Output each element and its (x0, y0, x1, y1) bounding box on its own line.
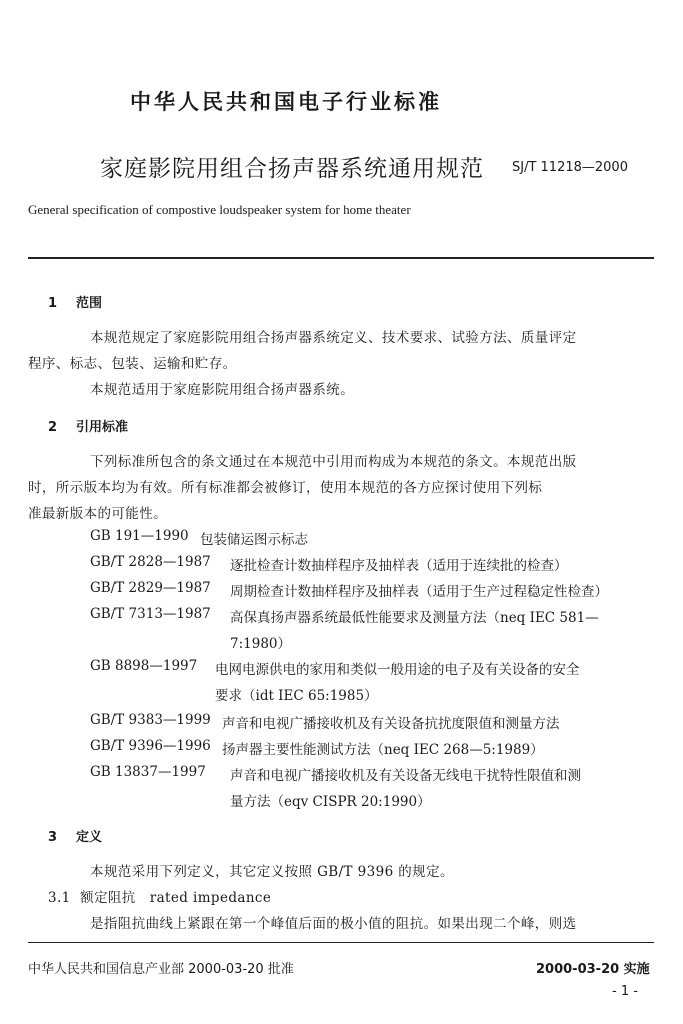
reference-item (90, 580, 650, 600)
title-divider (28, 257, 654, 259)
reference-title: 周期检查计数抽样程序及抽样表（适用于生产过程稳定性检查） (230, 584, 608, 600)
reference-title: 电网电源供电的家用和类似一般用途的电子及有关设备的安全 (215, 662, 580, 678)
reference-title: 逐批检查计数抽样程序及抽样表（适用于连续批的检查） (230, 558, 568, 574)
reference-code: GB/T 9396—1996 (90, 738, 211, 754)
section-title: 定义 (76, 830, 103, 845)
implementation-date: 2000-03-20 实施 (536, 962, 650, 977)
section-1-heading (48, 292, 102, 311)
paragraph-line: 程序、标志、包装、运输和贮存。 (28, 356, 237, 372)
reference-item (90, 606, 650, 652)
reference-item (90, 738, 650, 758)
section-title: 引用标准 (76, 420, 129, 435)
paragraph-line: 准最新版本的可能性。 (28, 506, 167, 522)
paragraph-line: 时，所示版本均为有效。所有标准都会被修订，使用本规范的各方应探讨使用下列标 (28, 480, 543, 496)
paragraph-line: 本规范适用于家庭影院用组合扬声器系统。 (90, 382, 355, 398)
paragraph-line: 是指阻抗曲线上紧跟在第一个峰值后面的极小值的阻抗。如果出现二个峰，则选 (90, 916, 577, 932)
issuing-body-header: 中华人民共和国电子行业标准 (130, 90, 442, 114)
section-3-heading (48, 826, 102, 845)
reference-item (90, 554, 650, 574)
section-number: 3 (48, 830, 58, 845)
reference-title: 高保真扬声器系统最低性能要求及测量方法（neq IEC 581— (230, 610, 599, 626)
approval-note: 中华人民共和国信息产业部 2000-03-20 批准 (28, 962, 294, 977)
reference-code: GB/T 9383—1999 (90, 712, 211, 728)
section-number: 2 (48, 420, 58, 435)
paragraph-line: 本规范采用下列定义，其它定义按照 GB/T 9396 的规定。 (90, 864, 454, 880)
reference-item (90, 528, 650, 548)
reference-title: 包装储运图示标志 (200, 532, 308, 548)
reference-title: 声音和电视广播接收机及有关设备抗扰度限值和测量方法 (222, 716, 560, 732)
reference-code: GB/T 7313—1987 (90, 606, 211, 622)
paragraph-line: 下列标准所包含的条文通过在本规范中引用而构成为本规范的条文。本规范出版 (90, 454, 577, 470)
reference-title-continued: 量方法（eqv CISPR 20:1990） (230, 794, 431, 810)
paragraph-line: 本规范规定了家庭影院用组合扬声器系统定义、技术要求、试验方法、质量评定 (90, 330, 577, 346)
subsection-3-1-heading (48, 886, 271, 906)
subsection-title: 额定阻抗 (80, 890, 136, 906)
section-number: 1 (48, 296, 58, 311)
english-title: General specification of compostive loudspeaker system for home theater (28, 202, 411, 217)
section-title: 范围 (76, 296, 103, 311)
standard-number: SJ/T 11218—2000 (512, 160, 628, 175)
reference-code: GB/T 2828—1987 (90, 554, 211, 570)
section-2-heading (48, 416, 128, 435)
footer-divider (28, 942, 654, 943)
reference-code: GB 13837—1997 (90, 764, 206, 780)
subsection-number: 3.1 (48, 890, 71, 906)
reference-code: GB/T 2829—1987 (90, 580, 211, 596)
reference-item (90, 764, 650, 810)
reference-title-continued: 要求（idt IEC 65:1985） (215, 688, 378, 704)
page-number: - 1 - (612, 984, 638, 999)
reference-item (90, 658, 650, 704)
reference-title: 扬声器主要性能测试方法（neq IEC 268—5:1989） (222, 742, 544, 758)
reference-title-continued: 7:1980） (230, 636, 291, 652)
reference-code: GB 191—1990 (90, 528, 189, 544)
reference-title: 声音和电视广播接收机及有关设备无线电干扰特性限值和测 (230, 768, 581, 784)
document-title: 家庭影院用组合扬声器系统通用规范 (100, 156, 484, 182)
reference-item (90, 712, 650, 732)
reference-code: GB 8898—1997 (90, 658, 198, 674)
subsection-title-en: rated impedance (149, 890, 272, 906)
